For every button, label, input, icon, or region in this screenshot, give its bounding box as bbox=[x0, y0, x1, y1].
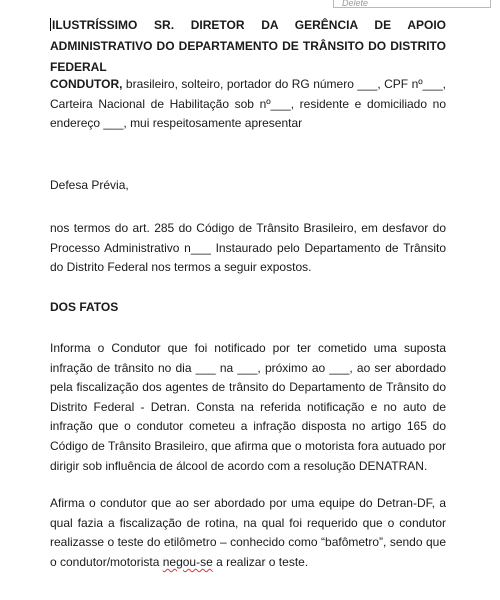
text-cursor bbox=[50, 18, 51, 31]
comment-balloon[interactable] bbox=[333, 0, 491, 8]
facts-paragraph-1[interactable] bbox=[50, 339, 446, 476]
section-heading[interactable] bbox=[50, 298, 446, 318]
facts-paragraph-2-text-after: a realizar o teste. bbox=[212, 554, 309, 569]
terms-text: nos termos do art. 285 do Código de Trânsito Brasileiro, em desfavor do Processo Administrativo n___ Instaurado pelo Departamento de Trânsito do Distrito Federal nos termos a seguir expostos. bbox=[50, 221, 446, 275]
comment-label: Delete bbox=[342, 0, 369, 8]
facts-paragraph-2-text-before: Afirma o condutor que ao ser abordado por uma equipe do Detran-DF, a qual fazia a fiscalização de rotina, na qual foi requerido que o condutor realizasse o teste do etilômetro – conhecido como “bafômetro”, sendo que o condutor/motorista bbox=[50, 496, 446, 569]
intro-paragraph[interactable] bbox=[50, 75, 446, 134]
terms-paragraph[interactable] bbox=[50, 219, 446, 278]
spellcheck-flagged-word[interactable]: negou-se bbox=[162, 554, 213, 569]
defesa-paragraph[interactable] bbox=[50, 176, 446, 196]
facts-paragraph-2[interactable] bbox=[50, 494, 446, 572]
document-title[interactable] bbox=[50, 15, 446, 78]
document-title-text: ILUSTRÍSSIMO SR. DIRETOR DA GERÊNCIA DE APOIO ADMINISTRATIVO DO DEPARTAMENTO DE TRÂNSITO DO DISTRITO FEDERAL bbox=[50, 18, 446, 74]
section-heading-text: DOS FATOS bbox=[50, 300, 119, 314]
intro-bold-label: CONDUTOR, bbox=[50, 77, 123, 91]
intro-text: brasileiro, solteiro, portador do RG número ___, CPF nº___, Carteira Nacional de Habilitação sob nº___, residente e domiciliado no endereço ___, mui respeitosamente apresentar bbox=[50, 77, 446, 131]
defesa-text: Defesa Prévia, bbox=[50, 178, 129, 192]
facts-paragraph-1-text: Informa o Condutor que foi notificado por ter cometido uma suposta infração de trânsito no dia ___ na ___, próximo ao ___, ao ser abordado pela fiscalização dos agentes de trânsito do Departamento de Trânsito do Distrito Federal - Detran. Consta na referida notificação e no auto de infração que o condutor cometeu a infração disposta no artigo 165 do Código de Trânsito Brasileiro, que afirma que o motorista fora autuado por dirigir sob influência de álcool de acordo com a resolução DENATRAN. bbox=[50, 341, 446, 473]
